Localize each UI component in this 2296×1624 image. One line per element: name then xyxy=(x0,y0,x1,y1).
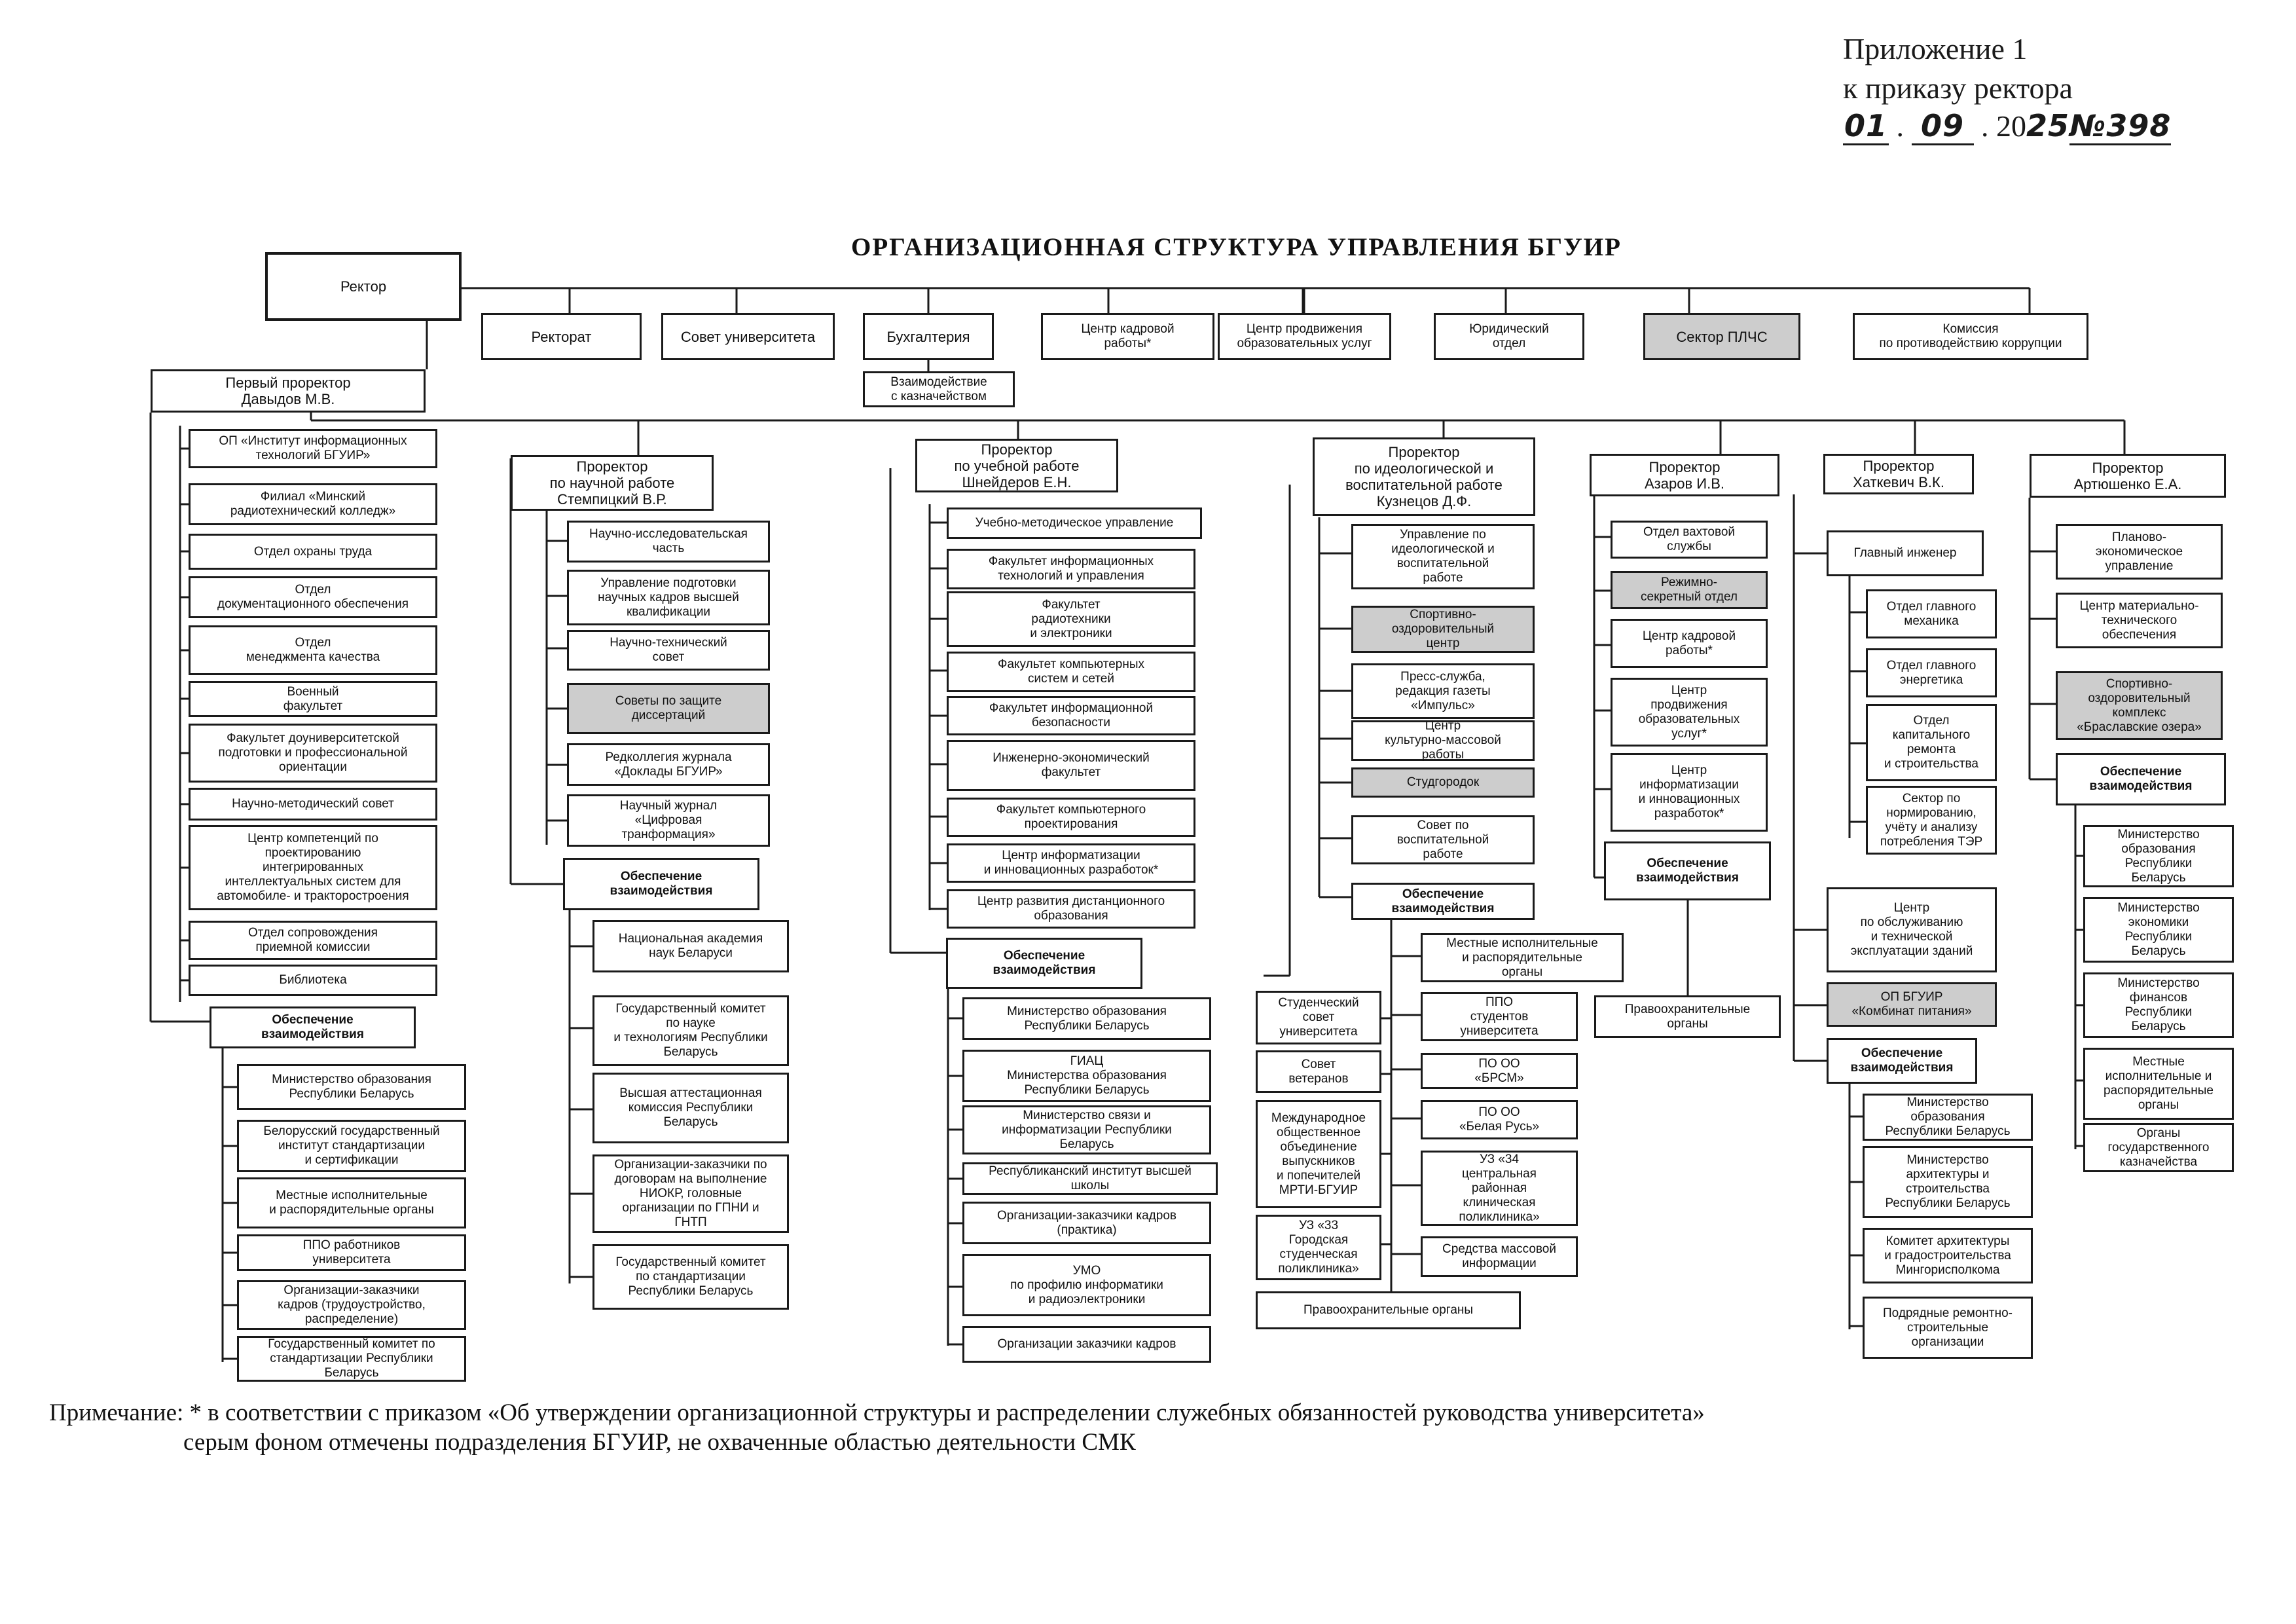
academic-partner: Республиканский институт высшей школы xyxy=(962,1162,1218,1195)
legal-box: Юридический отдел xyxy=(1434,313,1584,360)
artyushenko-partner: Местные исполнительные и распорядительные органы xyxy=(2083,1048,2234,1120)
ideology-interaction-header: Обеспечение взаимодействия xyxy=(1351,883,1535,920)
artyushenko-partner: Органы государственного казначейства xyxy=(2083,1123,2234,1172)
order-year-prefix: 20 xyxy=(1996,109,2026,143)
academic-unit: Центр развития дистанционного образования xyxy=(947,889,1195,929)
first-vice-rector-box: Первый проректор Давыдов М.В. xyxy=(151,369,426,413)
ideology-partner-right: ПО ОО «БРСМ» xyxy=(1421,1053,1578,1089)
science-unit: Редколлегия журнала «Доклады БГУИР» xyxy=(567,743,770,786)
fv-unit: Центр компетенций по проектированию интегрированных интеллектуальных систем для автомобиле- и тракторостроения xyxy=(189,825,437,910)
science-vice-rector-box: Проректор по научной работе Стемпицкий В.Р. xyxy=(511,455,714,511)
academic-unit: Факультет информационной безопасности xyxy=(947,696,1195,735)
khatkevich-partner: Комитет архитектуры и градостроительства Мингорисполкома xyxy=(1863,1228,2033,1283)
fv-partner: Министерство образования Республики Беларусь xyxy=(237,1064,466,1110)
ideology-partner-left: Международное общественное объединение выпускников и попечителей МРТИ-БГУИР xyxy=(1256,1100,1381,1208)
fv-partner: Местные исполнительные и распорядительные органы xyxy=(237,1177,466,1228)
order-number: №398 xyxy=(2069,108,2171,145)
accounting-box: Бухгалтерия xyxy=(863,313,994,360)
azarov-unit: Режимно- секретный отдел xyxy=(1611,571,1768,609)
academic-unit: Факультет компьютерного проектирования xyxy=(947,798,1195,837)
appendix-label: Приложение 1 xyxy=(1843,32,2028,65)
science-interaction-header: Обеспечение взаимодействия xyxy=(563,858,759,910)
ideology-partner-left: УЗ «33 Городская студенческая поликлиника» xyxy=(1256,1215,1381,1280)
ideology-vice-rector-box: Проректор по идеологической и воспитательной работе Кузнецов Д.Ф. xyxy=(1313,437,1535,516)
treasury-box: Взаимодействие с казначейством xyxy=(863,371,1015,407)
science-partner: Государственный комитет по науке и технологиям Республики Беларусь xyxy=(592,995,789,1066)
fv-partner: ППО работников университета xyxy=(237,1234,466,1271)
engineer-unit: Сектор по нормированию, учёту и анализу потребления ТЭР xyxy=(1866,786,1997,855)
edu-services-box: Центр продвижения образовательных услуг xyxy=(1218,313,1391,360)
academic-vice-rector-box: Проректор по учебной работе Шнейдеров Е.Н. xyxy=(915,439,1118,492)
academic-partner: УМО по профилю информатики и радиоэлектроники xyxy=(962,1254,1211,1316)
academic-unit: Факультет радиотехники и электроники xyxy=(947,591,1195,647)
azarov-unit: Центр кадровой работы* xyxy=(1611,619,1768,668)
engineer-unit: Отдел капитального ремонта и строительства xyxy=(1866,704,1997,781)
academic-unit: Факультет компьютерных систем и сетей xyxy=(947,652,1195,692)
fv-unit: Отдел документационного обеспечения xyxy=(189,576,437,618)
order-date: 01 . 09 . 2025№398 xyxy=(1843,108,2171,145)
academic-partner: Организации заказчики кадров xyxy=(962,1326,1211,1363)
academic-unit: Инженерно-экономический факультет xyxy=(947,740,1195,791)
fv-unit: ОП «Институт информационных технологий БГУИР» xyxy=(189,429,437,468)
academic-unit: Факультет информационных технологий и управления xyxy=(947,549,1195,589)
order-year-suffix: 25 xyxy=(2026,108,2070,143)
engineer-unit: Отдел главного механика xyxy=(1866,589,1997,638)
science-unit: Управление подготовки научных кадров высшей квалификации xyxy=(567,570,770,625)
ideology-law-enforcement: Правоохранительные органы xyxy=(1256,1291,1521,1329)
azarov-vice-rector-box: Проректор Азаров И.В. xyxy=(1590,454,1779,496)
footnote-grey: серым фоном отмечены подразделения БГУИР, не охваченные областью деятельности СМК xyxy=(183,1429,1136,1456)
fv-unit: Отдел сопровождения приемной комиссии xyxy=(189,921,437,960)
ideology-unit: Спортивно- оздоровительный центр xyxy=(1351,606,1535,653)
fv-unit: Филиал «Минский радиотехнический колледж» xyxy=(189,483,437,525)
khatkevich-unit: ОП БГУИР «Комбинат питания» xyxy=(1827,982,1997,1027)
academic-partner: ГИАЦ Министерства образования Республики Беларусь xyxy=(962,1050,1211,1102)
khatkevich-partner: Министерство архитектуры и строительства Республики Беларусь xyxy=(1863,1146,2033,1218)
fv-unit: Библиотека xyxy=(189,965,437,996)
rector-box: Ректор xyxy=(265,252,462,321)
science-unit: Научно-технический совет xyxy=(567,630,770,671)
azarov-unit: Центр продвижения образовательных услуг* xyxy=(1611,678,1768,747)
artyushenko-vice-rector-box: Проректор Артюшенко Е.А. xyxy=(2030,454,2226,498)
rectorate-box: Ректорат xyxy=(481,313,642,360)
science-partner: Государственный комитет по стандартизации Республики Беларусь xyxy=(592,1244,789,1310)
azarov-unit: Центр информатизации и инновационных разработок* xyxy=(1611,753,1768,832)
artyushenko-partner: Министерство финансов Республики Беларусь xyxy=(2083,972,2234,1038)
science-unit: Научно-исследовательская часть xyxy=(567,521,770,563)
ideology-unit: Центр культурно-массовой работы xyxy=(1351,720,1535,761)
artyushenko-unit: Спортивно- оздоровительный комплекс «Браславские озера» xyxy=(2056,671,2223,740)
university-council-box: Совет университета xyxy=(661,313,835,360)
artyushenko-unit: Центр материально- технического обеспечения xyxy=(2056,593,2223,648)
academic-partner: Организации-заказчики кадров (практика) xyxy=(962,1202,1211,1244)
azarov-interaction-header: Обеспечение взаимодействия xyxy=(1604,841,1771,900)
fv-unit: Научно-методический совет xyxy=(189,788,437,821)
order-day: 01 xyxy=(1843,108,1889,145)
ideology-partner-left: Совет ветеранов xyxy=(1256,1050,1381,1093)
chart-title: ОРГАНИЗАЦИОННАЯ СТРУКТУРА УПРАВЛЕНИЯ БГУИР xyxy=(851,233,1622,261)
academic-partner: Министерство связи и информатизации Республики Беларусь xyxy=(962,1105,1211,1154)
ideology-partner-right: Местные исполнительные и распорядительные органы xyxy=(1421,933,1624,982)
ideology-unit: Управление по идеологической и воспитательной работе xyxy=(1351,524,1535,589)
artyushenko-interaction-header: Обеспечение взаимодействия xyxy=(2056,753,2226,805)
academic-interaction-header: Обеспечение взаимодействия xyxy=(946,938,1142,989)
khatkevich-partner: Подрядные ремонтно- строительные организации xyxy=(1863,1297,2033,1359)
fv-partner: Государственный комитет по стандартизации Республики Беларусь xyxy=(237,1336,466,1382)
ideology-unit: Совет по воспитательной работе xyxy=(1351,815,1535,864)
khatkevich-partner: Министерство образования Республики Беларусь xyxy=(1863,1094,2033,1141)
academic-unit: Учебно-методическое управление xyxy=(947,507,1202,539)
academic-unit: Центр информатизации и инновационных разработок* xyxy=(947,843,1195,883)
science-partner: Организации-заказчики по договорам на выполнение НИОКР, головные организации по ГПНИ и ГНТП xyxy=(592,1154,789,1233)
footnote-asterisk: Примечание: * в соответствии с приказом «Об утверждении организационной структуры и распределении служебных обязанностей руководства университета» xyxy=(49,1399,1705,1426)
khatkevich-vice-rector-box: Проректор Хаткевич В.К. xyxy=(1823,454,1974,494)
azarov-law-enforcement: Правоохранительные органы xyxy=(1594,995,1781,1038)
khatkevich-interaction-header: Обеспечение взаимодействия xyxy=(1827,1038,1977,1084)
plchs-sector-box: Сектор ПЛЧС xyxy=(1643,313,1800,360)
fv-unit: Отдел менеджмента качества xyxy=(189,625,437,675)
fv-unit: Отдел охраны труда xyxy=(189,534,437,570)
science-partner: Национальная академия наук Беларуси xyxy=(592,920,789,972)
chief-engineer-box: Главный инженер xyxy=(1827,530,1984,576)
engineer-unit: Отдел главного энергетика xyxy=(1866,648,1997,697)
ideology-partner-right: Средства массовой информации xyxy=(1421,1236,1578,1277)
ideology-unit: Студгородок xyxy=(1351,767,1535,798)
fv-unit: Факультет доуниверситетской подготовки и профессиональной ориентации xyxy=(189,724,437,783)
academic-partner: Министерство образования Республики Беларусь xyxy=(962,997,1211,1040)
azarov-unit: Отдел вахтовой службы xyxy=(1611,521,1768,559)
artyushenko-partner: Министерство экономики Республики Беларусь xyxy=(2083,897,2234,963)
ideology-partner-left: Студенческий совет университета xyxy=(1256,991,1381,1044)
hr-center-box: Центр кадровой работы* xyxy=(1041,313,1214,360)
order-month: 09 xyxy=(1912,108,1974,145)
fv-interaction-header: Обеспечение взаимодействия xyxy=(210,1006,416,1048)
fv-partner: Белорусский государственный институт стандартизации и сертификации xyxy=(237,1120,466,1172)
science-unit: Советы по защите диссертаций xyxy=(567,683,770,734)
fv-partner: Организации-заказчики кадров (трудоустройство, распределение) xyxy=(237,1280,466,1330)
ideology-partner-right: УЗ «34 центральная районная клиническая поликлиника» xyxy=(1421,1151,1578,1226)
khatkevich-unit: Центр по обслуживанию и технической эксплуатации зданий xyxy=(1827,887,1997,972)
science-unit: Научный журнал «Цифровая транформация» xyxy=(567,794,770,847)
order-label: к приказу ректора xyxy=(1843,71,2073,105)
ideology-unit: Пресс-служба, редакция газеты «Импульс» xyxy=(1351,663,1535,719)
artyushenko-unit: Планово- экономическое управление xyxy=(2056,524,2223,580)
fv-unit: Военный факультет xyxy=(189,681,437,717)
science-partner: Высшая аттестационная комиссия Республики Беларусь xyxy=(592,1073,789,1143)
artyushenko-partner: Министерство образования Республики Беларусь xyxy=(2083,825,2234,887)
ideology-partner-right: ПО ОО «Белая Русь» xyxy=(1421,1100,1578,1139)
anticorruption-box: Комиссия по противодействию коррупции xyxy=(1853,313,2088,360)
ideology-partner-right: ППО студентов университета xyxy=(1421,992,1578,1041)
